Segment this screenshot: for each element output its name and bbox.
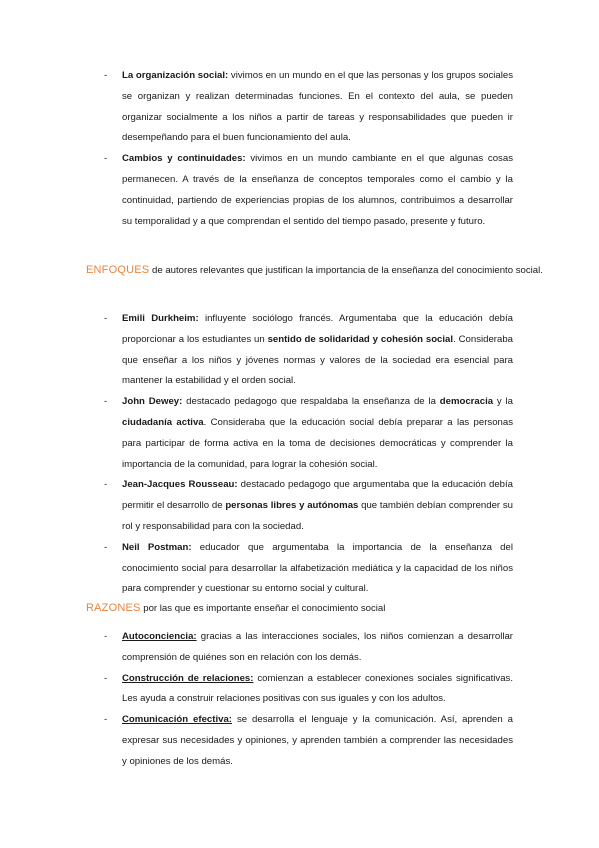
item-term: Cambios y continuidades: — [122, 153, 246, 165]
author-name: John Dewey: — [122, 396, 183, 408]
bullet-dash: - — [104, 631, 108, 642]
item-text: y la — [493, 396, 513, 408]
reasons-list — [0, 627, 599, 773]
item-text: destacado pedagogo que respaldaba la enseñanza de la — [182, 396, 440, 408]
item-text: vivimos en un mundo en el que las personas y los grupos sociales se organizan y realizan determinadas funciones. En el contexto del aula, se pueden organizar socialmente a los niños a partir de tareas y responsabilidades que pueden ir desempeñando para el buen funcionamiento del aula. — [122, 70, 513, 144]
item-emphasis: personas libres y autónomas — [225, 500, 359, 512]
list-item — [0, 710, 599, 772]
item-text: que también debían comprender su rol y responsabilidad para con la sociedad. — [122, 500, 513, 532]
list-item — [0, 149, 599, 232]
bullet-dash: - — [104, 396, 108, 408]
list-item — [0, 475, 599, 537]
item-text: . Consideraba que enseñar a los niños y jóvenes normas y valores de la sociedad era esencial para mantener la estabilidad y el orden social. — [122, 333, 513, 387]
social-topics-list — [0, 66, 599, 232]
item-term: Comunicación efectiva: — [122, 714, 232, 726]
item-text: gracias a las interacciones sociales, los niños comienzan a desarrollar comprensión de quiénes son en relación con los demás. — [122, 631, 513, 663]
enfoques-paragraph — [0, 260, 599, 282]
item-emphasis: sentido de solidaridad y cohesión social — [267, 333, 454, 345]
item-text: destacado pedagogo que argumentaba que la educación debía permitir el desarrollo de — [122, 479, 513, 512]
author-name: Emili Durkheim: — [122, 313, 199, 324]
list-item — [0, 392, 599, 475]
bullet-dash: - — [104, 714, 108, 726]
author-name: Jean-Jacques Rousseau: — [122, 479, 238, 491]
razones-text: por las que es importante enseñar el conocimiento social — [140, 603, 386, 614]
list-item — [0, 309, 599, 392]
item-term: La organización social: — [122, 70, 229, 81]
item-text: educador que argumentaba la importancia de la enseñanza del conocimiento social para desarrollar la alfabetización mediática y la capacidad de los niños para comprender y cuestionar su entorno social y cultural. — [122, 541, 513, 595]
bullet-dash: - — [104, 479, 108, 491]
authors-list — [0, 309, 599, 600]
section-heading-razones: RAZONES — [86, 602, 141, 614]
list-item — [0, 627, 599, 669]
item-emphasis: democracia — [439, 396, 494, 408]
item-term: Construcción de relaciones: — [122, 672, 254, 684]
list-item — [0, 669, 599, 711]
bullet-dash: - — [104, 541, 108, 553]
bullet-dash: - — [104, 313, 108, 324]
bullet-dash: - — [104, 153, 108, 165]
item-text: vivimos en un mundo cambiante en el que algunas cosas permanecen. A través de la enseñanza de conceptos temporales como el cambio y la continuidad, partiendo de experiencias propias de los alumnos, contribuimos a desarrollar su temporalidad y a que comprendan el sentido del tiempo pasado, presente y futuro. — [122, 153, 513, 227]
razones-paragraph — [0, 598, 599, 620]
list-item — [0, 66, 599, 149]
bullet-dash: - — [104, 70, 108, 81]
item-emphasis: ciudadanía activa — [122, 416, 204, 428]
section-heading-enfoques: ENFOQUES — [86, 264, 150, 276]
author-name: Neil Postman: — [122, 541, 192, 553]
list-item — [0, 538, 599, 600]
item-text: . Consideraba que la educación social debía preparar a las personas para participar de forma activa en la toma de decisiones democráticas y comprender la importancia de la comunidad, para lograr la cohesión social. — [122, 416, 513, 470]
enfoques-text: de autores relevantes que justifican la importancia de la enseñanza del conocimiento social. — [149, 265, 543, 276]
item-term: Autoconciencia: — [122, 631, 197, 642]
bullet-dash: - — [104, 672, 108, 684]
item-text: comienzan a establecer conexiones sociales significativas. Les ayuda a construir relaciones positivas con sus iguales y con los adultos. — [122, 672, 513, 705]
item-text: se desarrolla el lenguaje y la comunicación. Así, aprenden a expresar sus necesidades y opiniones, y aprenden también a comprender las necesidades y opiniones de los demás. — [122, 714, 513, 767]
item-text: influyente sociólogo francés. Argumentaba que la educación debía proporcionar a los estudiantes un — [122, 313, 514, 345]
